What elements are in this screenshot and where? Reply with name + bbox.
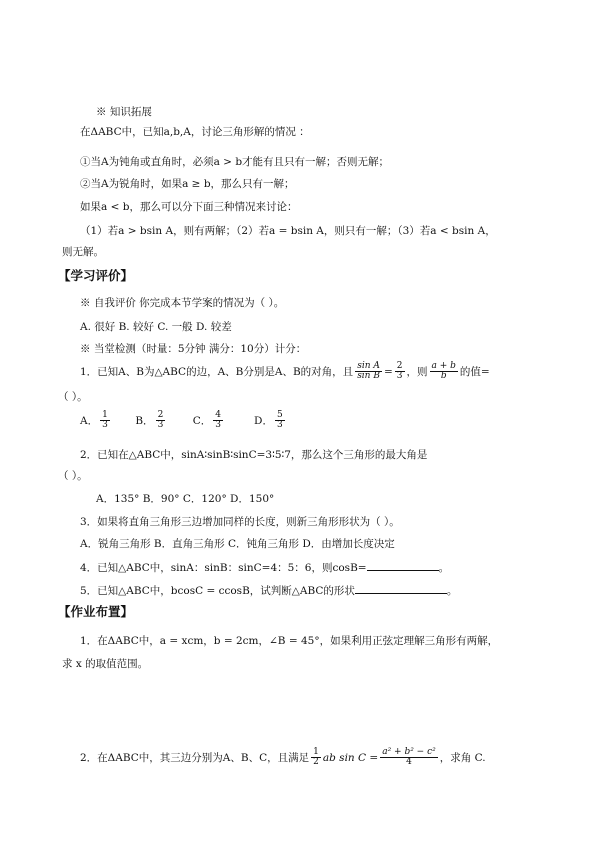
option-fraction <box>275 411 285 431</box>
fraction-numerator: 5 <box>276 410 283 420</box>
fraction-numerator: 1 <box>313 747 319 757</box>
question-2-paren: （ ）。 <box>58 470 88 482</box>
fraction-denominator: sin B <box>357 371 380 382</box>
question-4 <box>80 560 449 575</box>
question-1-options <box>80 411 287 431</box>
homework-2-prefix: 2．在ΔABC中，其三边分别为A、B、C，且满足 <box>80 751 310 764</box>
fraction-numerator: 4 <box>215 410 221 420</box>
homework-2-fraction-cos <box>380 748 438 768</box>
evaluation-title: 【学习评价】 <box>58 268 134 283</box>
quiz-header: ※ 当堂检测（时量：5分钟 满分：10分）计分： <box>80 343 307 355</box>
fraction-denominator: 4 <box>406 757 412 768</box>
fraction-numerator: sin A <box>357 361 380 371</box>
question-5-suffix: 。 <box>446 585 458 597</box>
question-3-options: A．锐角三角形 B．直角三角形 C．钝角三角形 D．由增加长度决定 <box>80 538 395 550</box>
question-4-prefix: 4．已知△ABC中，sinA：sinB：sinC=4：5：6，则cosB= <box>80 562 367 574</box>
fraction-denominator: b <box>440 371 447 382</box>
question-2: 2．已知在△ABC中，sinA∶sinB∶sinC=3∶5∶7，那么这个三角形的最大角是 <box>80 449 428 461</box>
answer-blank <box>367 560 439 571</box>
extension-case1: ①当A为钝角或直角时，必须a > b才能有且只有一解；否则无解； <box>80 156 390 168</box>
homework-2-suffix: ，求角 C. <box>439 751 486 764</box>
homework-1-line2: 求 x 的取值范围。 <box>62 658 149 670</box>
homework-2-mid: ab sin C = <box>322 751 379 764</box>
fraction-numerator: 1 <box>102 410 108 420</box>
extension-intro: 在ΔABC中，已知a,b,A，讨论三角形解的情况 ： <box>80 126 310 138</box>
fraction-numerator: a² + b² − c² <box>382 747 436 757</box>
fraction-numerator: a + b <box>431 361 456 371</box>
question-1-prefix: 1．已知A、B为△ABC的边，A、B分别是A、B的对角，且 <box>80 365 354 378</box>
self-evaluation: ※ 自我评价 你完成本节学案的情况为（ ）。 <box>80 297 285 309</box>
fraction-numerator: 2 <box>396 361 403 371</box>
option-letter: D． <box>254 414 273 427</box>
question-5 <box>80 583 457 598</box>
homework-2 <box>80 748 486 768</box>
extension-heading: ※ 知识拓展 <box>96 106 152 118</box>
option-b <box>135 411 189 431</box>
fraction-denominator: 2 <box>313 757 319 768</box>
extension-case4-line2: 则无解。 <box>62 246 104 258</box>
homework-2-fraction-half <box>311 748 321 768</box>
option-c <box>193 411 251 431</box>
question-1-paren: （ ）。 <box>58 391 88 403</box>
answer-blank <box>355 583 447 594</box>
homework-1-line1: 1．在ΔABC中，a = xcm，b = 2cm，∠B = 45°，如果利用正弦定理解三角形有两解， <box>80 635 499 647</box>
option-letter: B． <box>135 414 154 427</box>
fraction-numerator: 2 <box>157 410 164 420</box>
extension-case2: ②当A为锐角时，如果a ≥ b，那么只有一解； <box>80 178 295 190</box>
question-1-fraction-target <box>430 362 458 382</box>
question-1-mid: ，则 <box>406 365 428 378</box>
option-a <box>80 411 132 431</box>
question-4-suffix: 。 <box>438 562 450 574</box>
question-1-suffix: 的值= <box>459 365 490 378</box>
fraction-denominator: 3 <box>215 420 221 431</box>
question-3: 3．如果将直角三角形三边增加同样的长度，则新三角形形状为（ ）。 <box>80 516 400 528</box>
fraction-denominator: 3 <box>157 420 164 431</box>
fraction-denominator: 3 <box>102 420 108 431</box>
question-2-options: A．135° B．90° C．120° D．150° <box>96 493 275 505</box>
question-1 <box>80 362 490 382</box>
option-fraction <box>156 411 166 431</box>
option-letter: A． <box>80 414 99 427</box>
question-1-fraction-ratio <box>395 362 405 382</box>
option-fraction <box>213 411 223 431</box>
homework-title: 【作业布置】 <box>58 604 134 619</box>
option-letter: C． <box>192 414 212 427</box>
question-1-equals: = <box>383 365 393 378</box>
question-1-fraction-sin <box>355 362 382 382</box>
question-5-prefix: 5．已知△ABC中，bcosC = ccosB，试判断△ABC的形状 <box>80 585 355 597</box>
extension-case4-line1: （1）若a > bsin A，则有两解；（2）若a = bsin A，则只有一解；（3）若a < bsin A， <box>80 225 496 237</box>
option-fraction <box>100 411 110 431</box>
extension-case3: 如果a < b，那么可以分下面三种情况来讨论： <box>80 201 298 213</box>
fraction-denominator: 3 <box>276 420 283 431</box>
self-evaluation-options: A. 很好 B. 较好 C. 一般 D. 较差 <box>80 321 232 333</box>
fraction-denominator: 3 <box>396 371 403 382</box>
option-d <box>254 411 287 431</box>
